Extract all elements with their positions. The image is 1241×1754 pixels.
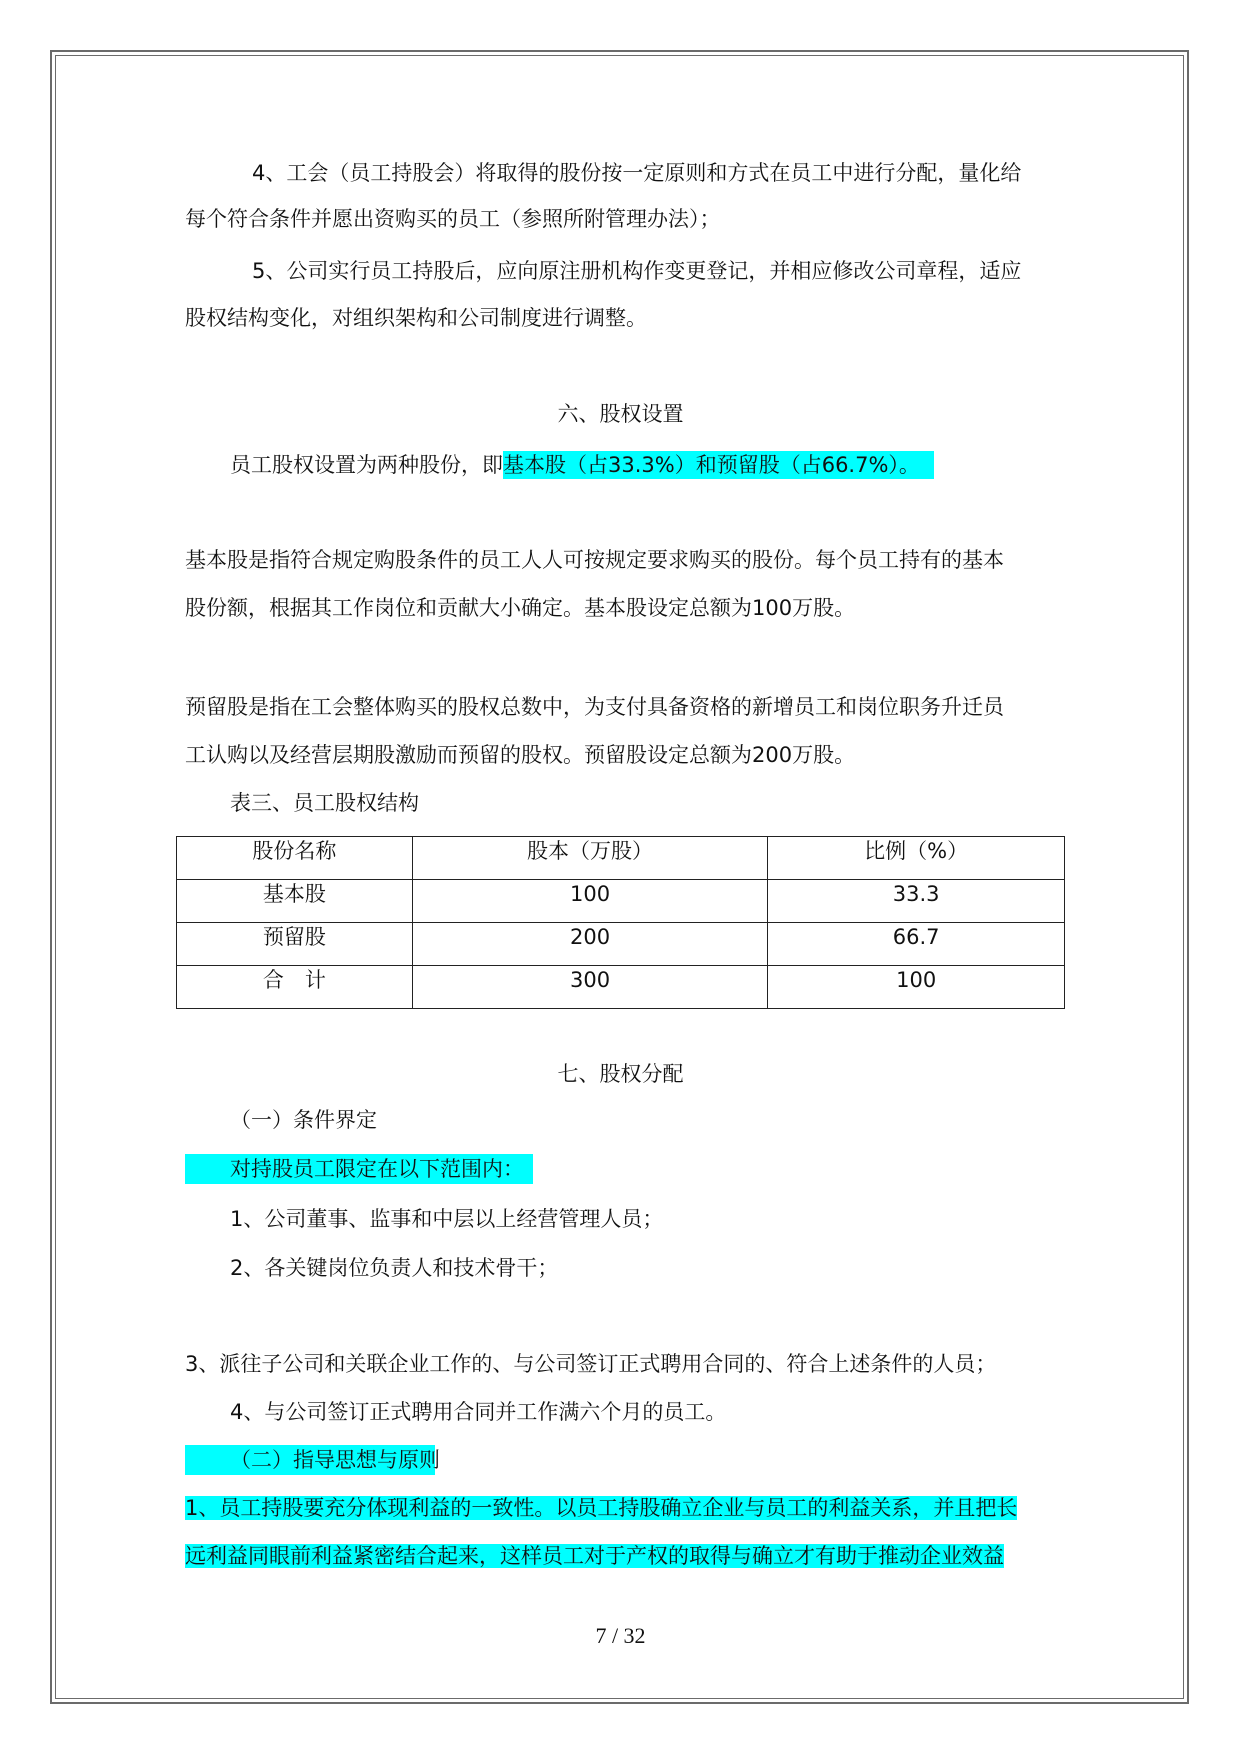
- basic-share-line-2: 股份额，根据其工作岗位和贡献大小确定。基本股设定总额为100万股。: [185, 596, 856, 620]
- paragraph-5-line-1: 5、公司实行员工持股后，应向原注册机构作变更登记，并相应修改公司章程，适应: [252, 259, 1022, 283]
- principle-line-1: [185, 1494, 1017, 1522]
- subsection-2-title: （二）指导思想与原则: [230, 1448, 440, 1472]
- section-7-heading: 七、股权分配: [557, 1062, 684, 1086]
- list-item: 1、公司董事、监事和中层以上经营管理人员；: [230, 1207, 664, 1231]
- paragraph-4-line-2: 每个符合条件并愿出资购买的员工（参照所附管理办法）；: [185, 207, 721, 231]
- paragraph-5-line-2: 股权结构变化，对组织架构和公司制度进行调整。: [185, 306, 647, 330]
- subsection-1-title: （一）条件界定: [230, 1108, 377, 1132]
- paragraph-4-line-1: 4、工会（员工持股会）将取得的股份按一定原则和方式在员工中进行分配，量化给: [252, 161, 1022, 185]
- scope-intro: 对持股员工限定在以下范围内：: [230, 1157, 524, 1181]
- share-setup-intro-text: 员工股权设置为两种股份，即: [230, 453, 503, 477]
- share-structure-table: [176, 836, 1065, 1009]
- table-header-cell: 比例（%）: [768, 837, 1065, 880]
- list-item: 2、各关键岗位负责人和技术骨干；: [230, 1256, 559, 1280]
- table-cell: 200: [412, 923, 768, 966]
- table-cell: 300: [412, 966, 768, 1009]
- table-cell: 基本股: [177, 880, 413, 923]
- table-row: [177, 880, 1065, 923]
- share-setup-intro: [230, 451, 934, 479]
- page-number: 7 / 32: [595, 1623, 646, 1648]
- table-row: [177, 923, 1065, 966]
- reserve-share-line-2: 工认购以及经营层期股激励而预留的股权。预留股设定总额为200万股。: [185, 743, 856, 767]
- principle-line-2: [185, 1542, 1004, 1570]
- table-header-cell: 股份名称: [177, 837, 413, 880]
- table-cell: 66.7: [768, 923, 1065, 966]
- table-cell: 预留股: [177, 923, 413, 966]
- section-6-heading: 六、股权设置: [557, 402, 684, 426]
- table-header-row: [177, 837, 1065, 880]
- table-header-cell: 股本（万股）: [412, 837, 768, 880]
- table-cell: 100: [768, 966, 1065, 1009]
- list-item: 4、与公司签订正式聘用合同并工作满六个月的员工。: [230, 1400, 727, 1424]
- table-cell: 合 计: [177, 966, 413, 1009]
- table-caption: 表三、员工股权结构: [230, 791, 419, 815]
- list-item: 3、派往子公司和关联企业工作的、与公司签订正式聘用合同的、符合上述条件的人员；: [185, 1352, 997, 1376]
- principle-line-1-text: 1、员工持股要充分体现利益的一致性。以员工持股确立企业与员工的利益关系，并且把长: [185, 1496, 1018, 1520]
- table-cell: 33.3: [768, 880, 1065, 923]
- reserve-share-line-1: 预留股是指在工会整体购买的股权总数中，为支付具备资格的新增员工和岗位职务升迁员: [185, 695, 1004, 719]
- table-cell: 100: [412, 880, 768, 923]
- share-setup-highlight: 基本股（占33.3%）和预留股（占66.7%）。: [503, 451, 934, 479]
- principle-line-2-text: 远利益同眼前利益紧密结合起来，这样员工对于产权的取得与确立才有助于推动企业效益: [185, 1544, 1004, 1568]
- table-row: [177, 966, 1065, 1009]
- basic-share-line-1: 基本股是指符合规定购股条件的员工人人可按规定要求购买的股份。每个员工持有的基本: [185, 548, 1004, 572]
